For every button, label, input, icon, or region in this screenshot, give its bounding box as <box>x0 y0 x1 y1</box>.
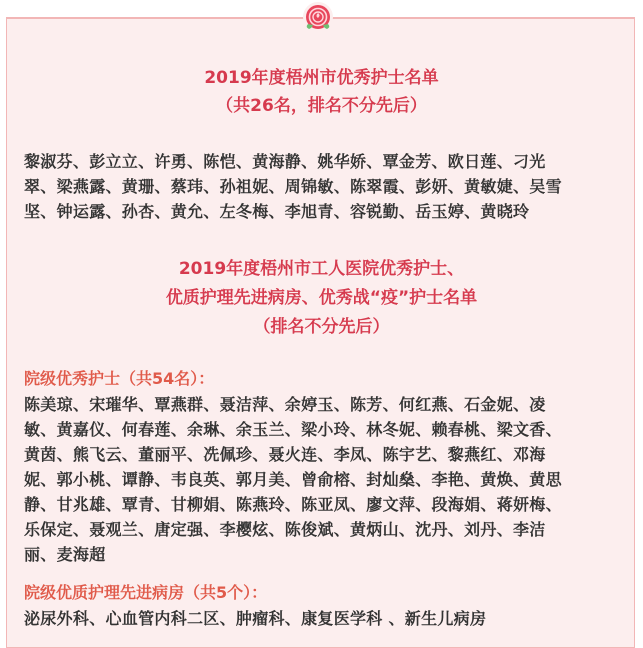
names-line: 翠、梁燕露、黄珊、蔡玮、孙祖妮、周锦敏、陈翠霞、彭妍、黄敏婕、吴雪 <box>24 177 562 196</box>
names-line: 坚、钟运露、孙杏、黄允、左冬梅、李旭青、容锐勤、岳玉婷、黄晓玲 <box>24 202 530 221</box>
names-line: 静、甘兆雄、覃青、甘柳娟、陈燕玲、陈亚凤、廖文萍、段海娟、蒋妍梅、 <box>24 495 562 514</box>
rose-icon <box>303 2 333 32</box>
section2-title-line3: （排名不分先后） <box>253 317 390 337</box>
section2-title-line2: 优质护理先进病房、优秀战“疫”护士名单 <box>165 288 478 308</box>
names-line: 妮、郭小桃、谭静、韦良英、郭月美、曾俞榕、封灿燊、李艳、黄焕、黄思 <box>24 470 562 489</box>
section1-title-line1: 2019年度梧州市优秀护士名单 <box>204 68 439 88</box>
group2-names: 泌尿外科、心血管内科二区、肿瘤科、康复医学科 、新生儿病房 <box>24 609 487 628</box>
names-line: 敏、黄嘉仪、何春莲、余琳、余玉兰、梁小玲、林冬妮、赖春桃、梁文香、 <box>24 420 562 439</box>
names-line: 乐保定、聂观兰、唐定强、李樱炫、陈俊斌、黄炳山、沈丹、刘丹、李洁 <box>24 520 546 539</box>
names-line: 黎淑芬、彭立立、许勇、陈恺、黄海静、姚华娇、覃金芳、欧日莲、刁光 <box>24 152 546 171</box>
names-line: 陈美琼、宋璀华、覃燕群、聂洁萍、余婷玉、陈芳、何红燕、石金妮、凌 <box>24 395 546 414</box>
group2-label: 院级优质护理先进病房（共5个）： <box>24 583 268 602</box>
section1-title-line2: （共26名，排名不分先后） <box>216 96 427 116</box>
section2-title-line1: 2019年度梧州市工人医院优秀护士、 <box>178 259 465 279</box>
section1-names <box>24 149 624 224</box>
group1-label: 院级优秀护士（共54名）： <box>24 369 215 388</box>
names-line: 黄茵、熊飞云、董丽平、冼佩珍、聂火连、李凤、陈宇艺、黎燕红、邓海 <box>24 445 546 464</box>
names-line: 丽、麦海超 <box>24 545 106 564</box>
group1-names <box>24 392 624 567</box>
